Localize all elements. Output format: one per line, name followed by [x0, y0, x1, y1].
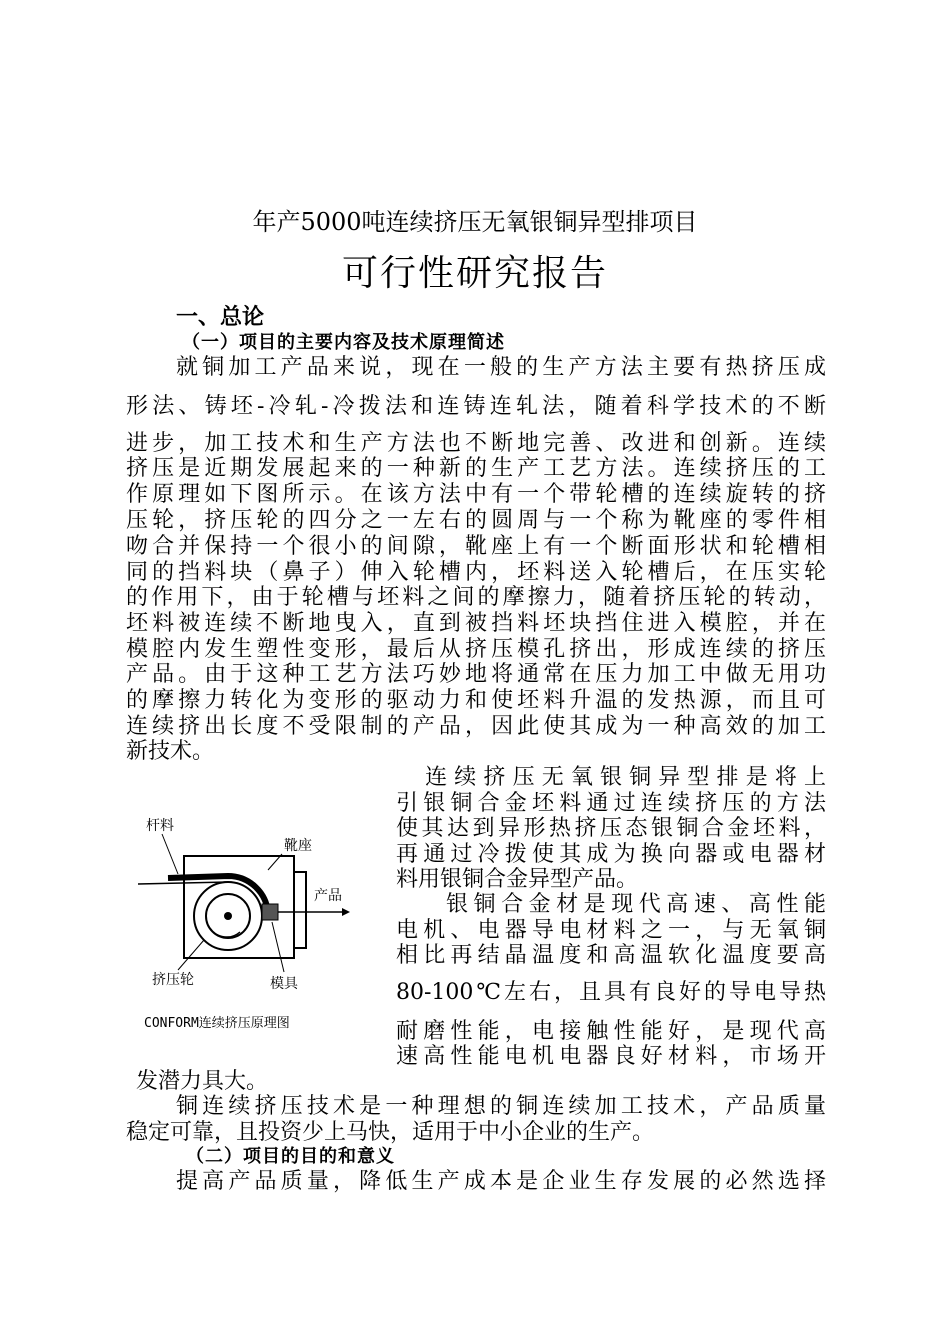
die-block	[262, 904, 278, 920]
figure-label-die: 模具	[270, 976, 298, 992]
para1-line: 新技术。	[126, 739, 215, 764]
para2-line: 引银铜合金坯料通过连续挤压的方法	[396, 791, 826, 816]
para4-line: 铜连续挤压技术是一种理想的铜连续加工技术，产品质量	[176, 1094, 826, 1119]
subsection-heading-2: （二）项目的目的和意义	[186, 1146, 395, 1167]
para2-line: 料用银铜合金异型产品。	[396, 867, 639, 892]
para3-line: 80-100℃左右，且具有良好的导电导热	[396, 980, 826, 1005]
para1-line: 产品。由于这种工艺方法巧妙地将通常在压力加工中做无用功	[126, 662, 826, 687]
para4-line: 稳定可靠，且投资少上马快，适用于中小企业的生产。	[126, 1120, 655, 1145]
figure-label-shoe: 靴座	[284, 838, 312, 854]
wheel-axis	[224, 912, 232, 920]
para3-line: 耐磨性能，电接触性能好，是现代高	[396, 1019, 826, 1044]
para2-line: 使其达到异形热挤压态银铜合金坯料，	[396, 816, 826, 841]
document-title: 可行性研究报告	[341, 253, 608, 294]
section-heading-1: 一、总论	[176, 304, 265, 330]
para1-line: 形法、铸坯-冷轧-冷拨法和连铸连轧法，随着科学技术的不断	[126, 394, 826, 419]
para1-line: 就铜加工产品来说，现在一般的生产方法主要有热挤压成	[176, 355, 826, 380]
figure-label-rod: 杆料	[146, 818, 174, 834]
para1-line: 连续挤出长度不受限制的产品，因此使其成为一种高效的加工	[126, 714, 826, 739]
para1-line: 挤压是近期发展起来的一种新的生产工艺方法。连续挤压的工	[126, 456, 826, 481]
shoe-block	[294, 872, 306, 948]
para1-line: 模腔内发生塑性变形，最后从挤压模孔挤出，形成连续的挤压	[126, 637, 826, 662]
para1-line: 同的挡料块（鼻子）伸入轮槽内，坯料送入轮槽后，在压实轮	[126, 560, 826, 585]
leader-wheel	[178, 940, 204, 970]
conform-diagram	[128, 810, 378, 1040]
leader-die	[272, 922, 284, 972]
para3-line: 银铜合金材是现代高速、高性能	[446, 892, 826, 917]
rotation-arrow	[210, 928, 240, 937]
figure-label-product: 产品	[314, 888, 342, 904]
product-arrow-icon	[342, 908, 350, 916]
para1-line: 的摩擦力转化为变形的驱动力和使坯料升温的发热源，而且可	[126, 688, 826, 713]
para1-line: 吻合并保持一个很小的间隙，靴座上有一个断面形状和轮槽相	[126, 534, 826, 559]
para2-line: 再通过冷拨使其成为换向器或电器材	[396, 842, 826, 867]
para1-line: 作原理如下图所示。在该方法中有一个带轮槽的连续旋转的挤	[126, 482, 826, 507]
para3-line: 发潜力具大。	[136, 1069, 269, 1094]
document-subtitle: 年产5000吨连续挤压无氧银铜异型排项目	[252, 208, 698, 236]
rod-feed-line	[138, 882, 228, 884]
para2-line: 连续挤压无氧银铜异型排是将上	[396, 765, 826, 790]
para1-line: 进步，加工技术和生产方法也不断地完善、改进和创新。连续	[126, 431, 826, 456]
figure-label-wheel: 挤压轮	[152, 972, 194, 988]
para3-line: 电机、电器导电材料之一，与无氧铜	[396, 918, 826, 943]
para3-line: 相比再结晶温度和高温软化温度要高	[396, 943, 826, 968]
para1-line: 坯料被连续不断地曳入，直到被挡料坯块挡住进入模腔，并在	[126, 611, 826, 636]
leader-rod	[162, 834, 178, 874]
para1-line: 压轮，挤压轮的四分之一左右的圆周与一个称为靴座的零件相	[126, 508, 826, 533]
para5-line: 提高产品质量，降低生产成本是企业生存发展的必然选择	[176, 1169, 826, 1194]
para3-line: 速高性能电机电器良好材料，市场开	[396, 1044, 826, 1069]
para1-line: 的作用下，由于轮槽与坯料之间的摩擦力，随着挤压轮的转动，	[126, 585, 826, 610]
subsection-heading-1: （一）项目的主要内容及技术原理简述	[182, 332, 505, 353]
figure-caption: CONFORM连续挤压原理图	[144, 1016, 290, 1031]
